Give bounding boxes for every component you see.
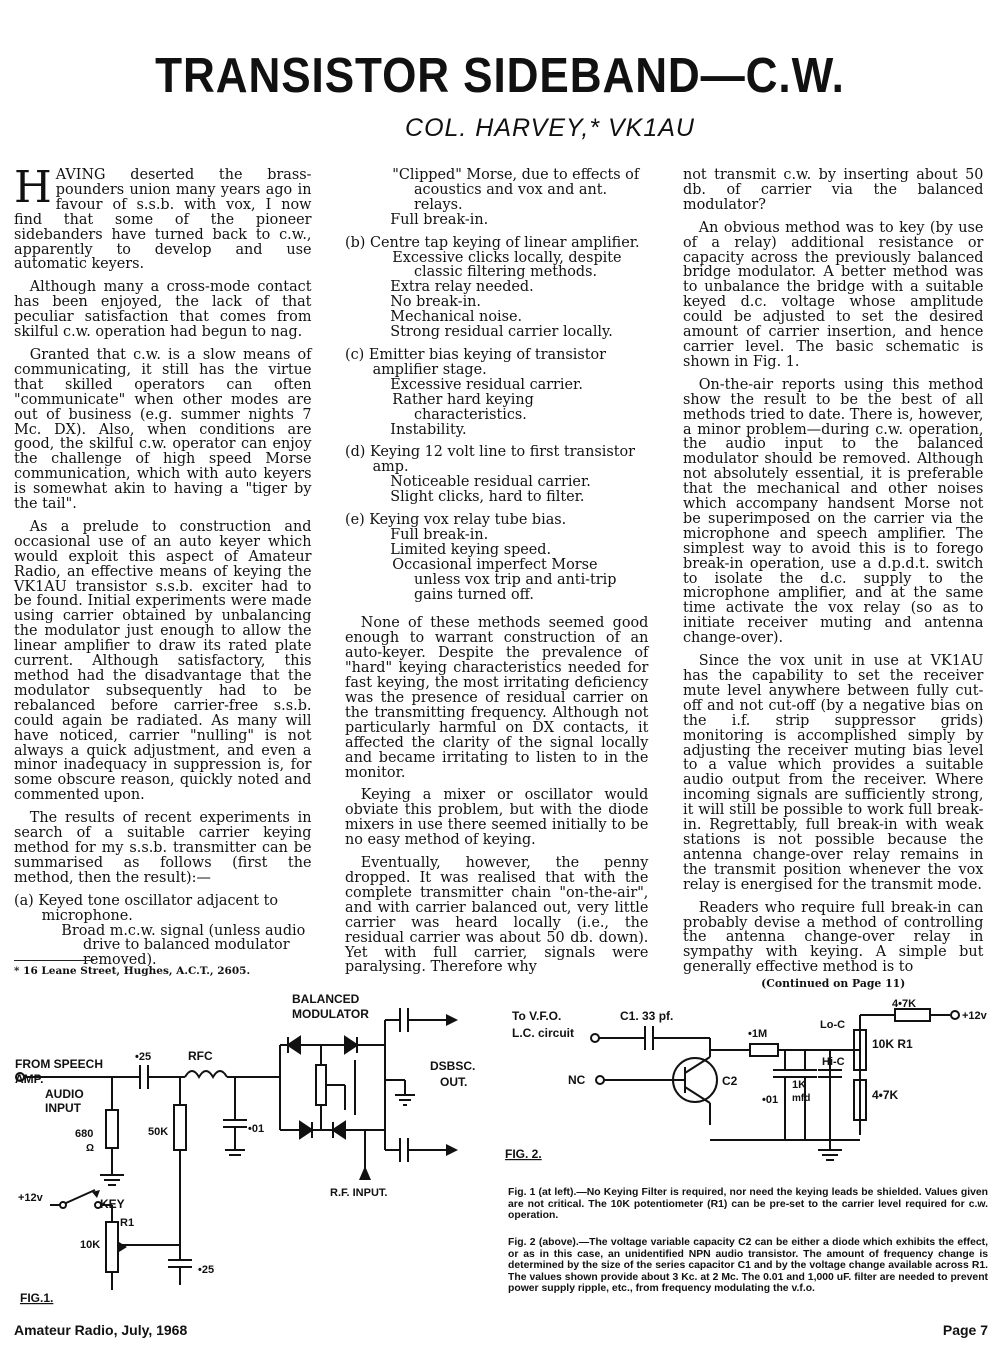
list-subitem: Broad m.c.w. signal (unless audio drive to balanced modulator removed). [61, 921, 306, 969]
fig1-label-input: INPUT [45, 1101, 81, 1115]
list-subitem: Mechanical noise. [390, 308, 523, 326]
paragraph [14, 162, 312, 273]
footnote-rule [14, 960, 94, 961]
text-column-3 [683, 168, 983, 992]
list-subitem: Strong residual carrier locally. [390, 323, 613, 341]
fig2-label-hic: Hi-C [822, 1056, 845, 1068]
fig1-label-ohm: Ω [86, 1143, 95, 1154]
fig1-label-r10k: 10K [80, 1239, 101, 1251]
fig1-label-c25a: •25 [135, 1051, 152, 1063]
fig1-label-rf-input: R.F. INPUT. [330, 1187, 388, 1199]
text-column-2 [345, 168, 648, 983]
fig2-label-nc: NC [568, 1073, 586, 1087]
fig2-schematic [500, 995, 1000, 1170]
paragraph: not transmit c.w. by inserting about 50 db. of carrier via the balanced modulator? [683, 166, 984, 213]
article-title: TRANSISTOR SIDEBAND—C.W. [155, 49, 845, 103]
fig2-label-r47k-bot: 4•7K [872, 1088, 899, 1102]
drop-cap: H [14, 162, 52, 213]
list-subitem: Excessive residual carrier. [390, 375, 583, 393]
list-subitem: Occasional imperfect Morse unless vox trip and anti-trip gains turned off. [392, 555, 617, 603]
list-subitem: Limited keying speed. [390, 540, 552, 558]
fig1-label-balanced: BALANCED [292, 992, 360, 1006]
fig1-label-r680: 680 [75, 1128, 94, 1140]
continued-note: (Continued on Page 11) [761, 977, 906, 991]
text-column-1 [14, 162, 312, 969]
footer-publication: Amateur Radio, July, 1968 [14, 1322, 188, 1338]
fig1-label-r1: R1 [120, 1217, 135, 1229]
fig2-label-c1: C1. 33 pf. [620, 1009, 674, 1023]
paragraph: An obvious method was to key (by use of a relay) additional resistance or capacity across the previously balanced bridge modulator. A better method was to unbalance the bridge with a suitable keyed d.c. voltage whose amplitude could be adjusted to set the desired amount of carrier insertion, and hence carrier level. The basic schematic is shown in Fig. 1. [683, 218, 984, 370]
fig1-schematic [0, 990, 500, 1310]
list-item-heading: (a) Keyed tone oscillator adjacent to microphone. [14, 891, 279, 924]
list-subitem: Full break-in. [390, 210, 489, 228]
fig1-label-12v: +12v [18, 1192, 43, 1204]
fig1-label-c25b: •25 [198, 1264, 215, 1276]
fig1-label-from-speech: FROM SPEECH [15, 1057, 104, 1071]
paragraph: Eventually, however, the penny dropped. It was realised that with the complete transmitter chain "on-the-air", and with carrier balanced out, very little carrier was heard locally (i.e., the residual carrier was about 50 db. down). Yet with full carrier, signals were paralysing. Therefore why [345, 854, 649, 976]
fig2-label-loc: Lo-C [820, 1019, 846, 1031]
fig2-label-12v: +12v [962, 1010, 987, 1022]
fig2-label-lc: L.C. circuit [512, 1026, 575, 1040]
paragraph: Although many a cross-mode contact has been enjoyed, the lack of that peculiar satisfaction that comes from skilful c.w. operation had begun to nag. [14, 278, 312, 341]
fig2-label-c1k: 1K [792, 1079, 807, 1091]
fig2-label-c2: C2 [722, 1074, 738, 1088]
fig1-label-amp: AMP. [15, 1072, 44, 1086]
fig1-label-key: KEY [100, 1197, 125, 1211]
fig2-label-to-vfo: To V.F.O. [512, 1009, 562, 1023]
paragraph: Keying a mixer or oscillator would obviate this problem, but with the diode mixers in use there seemed initially to be no easy method of keying. [345, 786, 649, 849]
fig1-label-rfc: RFC [188, 1049, 213, 1063]
footer-page-number: Page 7 [942, 1322, 988, 1338]
fig1-label-dsbsc: DSBSC. [430, 1059, 476, 1073]
list-subitem: Extra relay needed. [390, 278, 534, 296]
paragraph: Since the vox unit in use at VK1AU has the capability to set the receiver mute level anywhere between fully cut-off and not cut-off (by a negative bias on the i.f. strip suppressor grids) monitoring is accomplished simply by adjusting the receiver muting bias level to a value which provides a suitable audio output from the receiver. Where incoming signals are sufficiently strong, it will still be possible to work full break-in. Regrettably, full break-in with weak stations is not possible because the antenna change-over relay remains in the transmit position whenever the vox relay is energised for the transmit mode. [683, 652, 984, 893]
list-item-heading: (e) Keying vox relay tube bias. [345, 511, 567, 529]
fig2-label-mfd: mfd [792, 1093, 811, 1104]
paragraph: As a prelude to construction and occasional use of an auto keyer which would exploit this aspect of Amateur Radio, an effective means of keying the VK1AU transistor s.s.b. exciter had to be found. Initial experiments were made using carrier obtained by unbalancing the modulator just enough to allow the linear amplifier to draw its rated plate current. Although satisfactory, this method had the disadvantage that the modulator subsequently had to be rebalanced before carrier-free s.s.b. could again be radiated. As many will have noticed, carrier "nulling" is not always a quick adjustment, and even a minor inadequacy in suppression is, for some obscure reason, quickly noted and commented upon. [14, 517, 312, 804]
fig2-title: FIG. 2. [505, 1147, 542, 1161]
paragraph: The results of recent experiments in search of a suitable carrier keying method for my s.s.b. transmitter can be summarised as follows (first the method, then the result):— [14, 809, 312, 886]
footnote: * 16 Leane Street, Hughes, A.C.T., 2605. [14, 965, 251, 977]
article-author: COL. HARVEY,* VK1AU [405, 114, 695, 142]
list-subitem: Rather hard keying characteristics. [392, 390, 534, 423]
fig1-label-modulator: MODULATOR [292, 1007, 369, 1021]
paragraph: Readers who require full break-in can probably devise a method of controlling the antenna change-over relay in sympathy with keying. A simple but generally effective method is to [683, 898, 984, 976]
paragraph: Granted that c.w. is a slow means of communicating, it still has the virtue that skilled operators can often "communicate" when other modes are out of business (e.g. summer nights 7 Mc. DX). Also, when conditions are good, the skilful c.w. operator can enjoy the challenge of high speed Morse communication, which with auto keyers is somewhat akin to having a "tiger by the tail". [14, 345, 312, 513]
fig1-label-r50k: 50K [148, 1126, 169, 1138]
list-subitem: Slight clicks, hard to filter. [390, 488, 585, 506]
list-subitem: Instability. [390, 420, 467, 438]
fig1-label-out: OUT. [440, 1075, 468, 1089]
list-item-heading: (d) Keying 12 volt line to first transistor amp. [345, 443, 636, 476]
fig1-title: FIG.1. [20, 1291, 54, 1305]
fig2-label-r1m: •1M [748, 1028, 768, 1040]
paragraph: On-the-air reports using this method show the result to be the best of all methods tried to date. There is, however, a minor problem—during c.w. operation, the audio input to the balanced modulator should be removed. Although not absolutely essential, it is preferable that the mechanical and other noises which accompany handsent Morse not be superimposed on the carrier via the microphone and speech amplifier. The simplest way to avoid this is to forego break-in operation, use a d.p.d.t. switch to isolate the d.c. supply to the microphone amplifier, and at the same time activate the vox relay (so as to initiate receiver muting and antenna change-over). [683, 375, 984, 647]
list-item-heading: (c) Emitter bias keying of transistor amplifier stage. [345, 345, 607, 378]
list-subitem: No break-in. [390, 293, 482, 311]
paragraph: None of these methods seemed good enough to warrant construction of an auto-keyer. Despite the prevalence of "hard" keying characteristics needed for fast keying, the most irritating deficiency was the presence of residual carrier on the transmitting frequency. Although not particularly harmful on DX contacts, it affected the clarity of the signal locally and became irritating to listen to in the monitor. [345, 614, 649, 781]
fig2-label-r47k-top: 4•7K [892, 998, 917, 1010]
list-subitem: Noticeable residual carrier. [390, 473, 591, 491]
fig1-label-audio: AUDIO [45, 1087, 84, 1101]
list-subitem: Excessive clicks locally, despite classic filtering methods. [392, 248, 622, 281]
list-subitem: Full break-in. [390, 525, 489, 543]
list-subitem: "Clipped" Morse, due to effects of acoustics and vox and ant. relays. [392, 166, 640, 213]
list-item-heading: (b) Centre tap keying of linear amplifier. [345, 233, 640, 251]
fig2-caption: Fig. 2 (above).—The voltage variable capacity C2 can be either a diode which exhibits the effect, or as in this case, an unidentified NPN audio transistor. The amount of frequency change is determined by the size of the series capacitor C1 and by the voltage change available across R1. The values shown provide about 3 Kc. at 2 Mc. The 0.01 and 1,000 uF. filter are needed to prevent power supply ripple, etc., from frequency modulating the v.f.o. [508, 1237, 988, 1295]
paragraph-text: AVING deserted the brass-pounders union many years ago in favour of s.s.b. with vox, I now find that some of the pioneer sidebanders have turned back to c.w., apparently to develop and use automatic keyers. [14, 166, 312, 273]
fig1-caption: Fig. 1 (at left).—No Keying Filter is required, nor need the keying leads be shielded. Values given are not critical. The 10K potentiometer (R1) can be pre-set to the carrier level required for c.w. operation. [508, 1187, 988, 1222]
fig2-label-c01: •01 [762, 1094, 779, 1106]
fig2-label-r10k: 10K R1 [872, 1037, 913, 1051]
fig1-label-c01: •01 [248, 1123, 265, 1135]
